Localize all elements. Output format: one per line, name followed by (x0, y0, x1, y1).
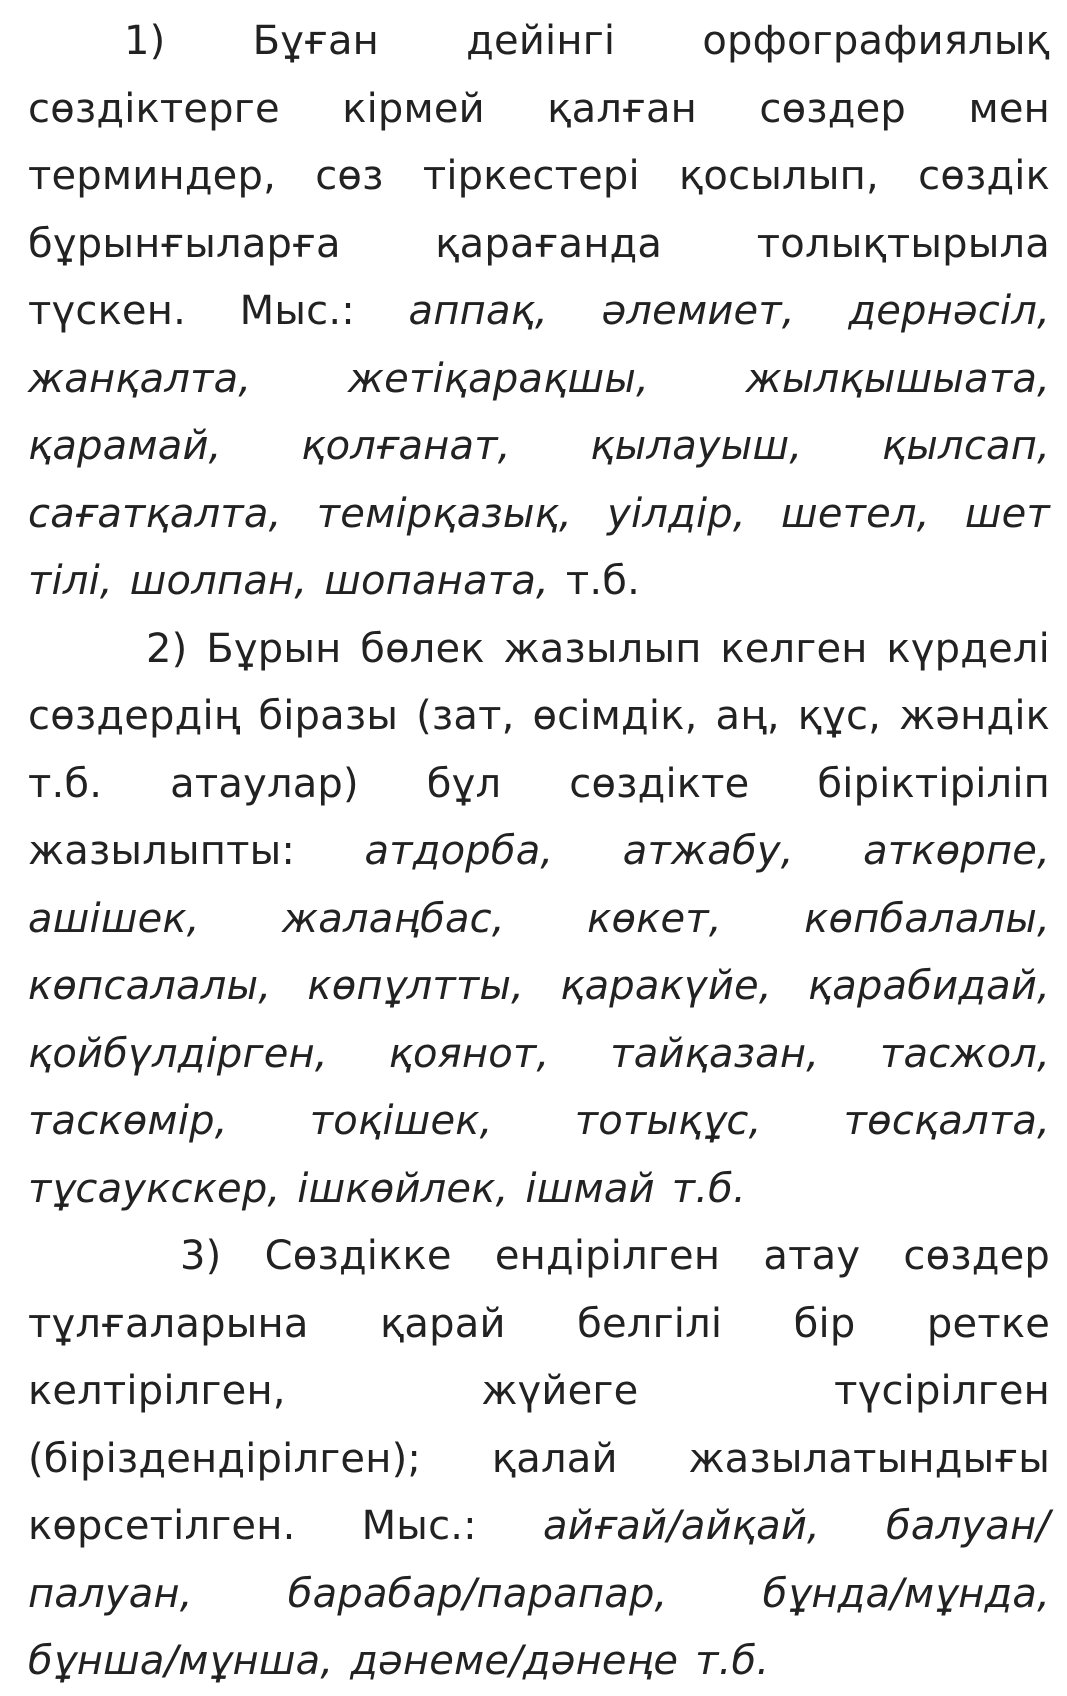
paragraph-2-examples: атдорба, атжабу, аткөрпе, ашішек, жалаңбас, көкет, көпбалалы, көпсалалы, көпұлтты, қаракүйе, қарабидай, қойбүлдірген, қоянот, тайқазан, тасжол, таскөмір, тоқішек, тотықұс, төсқалта, тұсаукскер, ішкөйлек, ішмай т.б. (28, 828, 1050, 1212)
paragraph-2 (28, 616, 1050, 1224)
paragraph-1 (28, 8, 1050, 616)
paragraph-1-text: Бұған дейінгі орфографиялық сөздіктерге кірмей қалған сөздер мен терминдер, сөз тіркестері қосылып, сөздік бұрынғыларға қарағанда толықтырыла түскен. Мыс.: (28, 18, 1050, 334)
paragraph-3-number: 3) (180, 1233, 222, 1279)
paragraph-1-number: 1) (124, 18, 166, 64)
paragraph-3-text: Сөздікке ендірілген атау сөздер тұлғаларына қарай белгілі бір ретке келтірілген, жүйеге түсірілген (біріздендірілген); қалай жазылатындығы көрсетілген. Мыс.: (28, 1233, 1050, 1549)
document-page (28, 8, 1050, 1696)
paragraph-3 (28, 1223, 1050, 1696)
paragraph-2-text: Бұрын бөлек жазылып келген күрделі сөздердің біразы (зат, өсімдік, аң, құс, жәндік т.б. атаулар) бұл сөздікте біріктіріліп жазылыпты: (28, 625, 1050, 874)
paragraph-2-number: 2) (146, 625, 188, 672)
paragraph-3-examples: айғай/айқай, балуан/палуан, барабар/парапар, бұнда/мұнда, бұнша/мұнша, дәнеме/дәнеңе т.б. (28, 1503, 1051, 1684)
paragraph-1-tail: т.б. (548, 558, 641, 604)
paragraph-1-examples: аппақ, әлемиет, дернәсіл, жанқалта, жетіқарақшы, жылқышыата, қарамай, қолғанат, қылауыш, қылсап, сағатқалта, темірқазық, уілдір, шетел, шет тілі, шолпан, шопаната, (28, 288, 1050, 604)
